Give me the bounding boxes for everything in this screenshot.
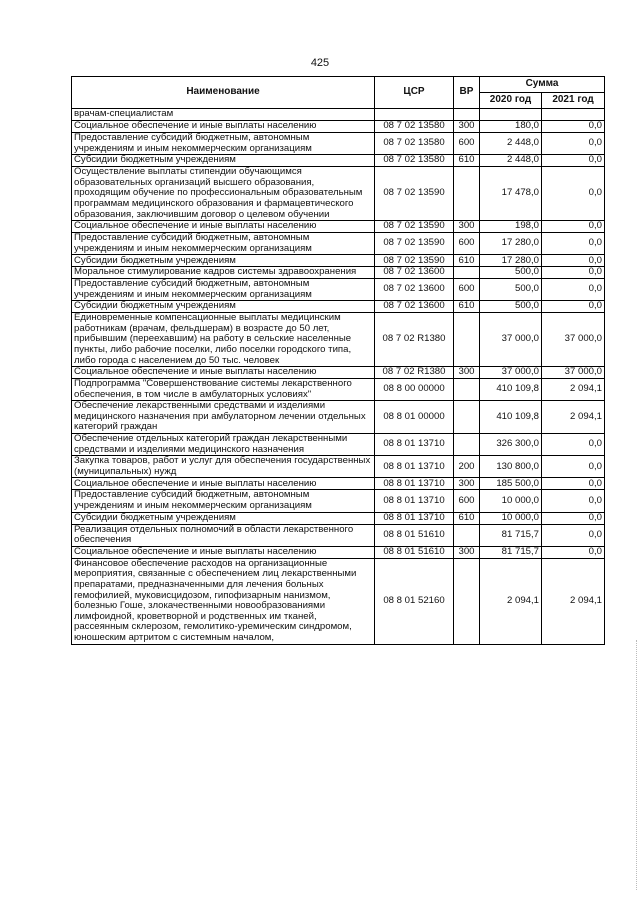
table-row: [72, 379, 605, 401]
row-csr: 08 7 02 13590: [375, 255, 454, 267]
row-amount-2020: [480, 109, 542, 121]
table-header: [72, 77, 605, 109]
row-vr: 600: [454, 278, 480, 300]
row-csr: 08 8 01 52160: [375, 558, 454, 644]
row-name: Финансовое обеспечение расходов на организационные мероприятия, связанные с обеспечением лиц лекарственными препаратами, предназначенными для лечения больных гемофилией, муковисцидозом, гипофизарным нанизмом, болезнью Гоше, злокачественными новообразованиями лимфоидной, кроветворной и родственных им тканей, рассеянным склерозом, гемолитико-уремическим синдромом, юношеским артритом с системным началом,: [72, 558, 375, 644]
row-amount-2020: 500,0: [480, 301, 542, 313]
row-amount-2021: [542, 109, 605, 121]
table-row: [72, 490, 605, 512]
row-csr: 08 8 01 13710: [375, 456, 454, 478]
row-amount-2021: 0,0: [542, 512, 605, 524]
row-csr: 08 7 02 13600: [375, 267, 454, 279]
row-vr: [454, 434, 480, 456]
row-csr: 08 7 02 13590: [375, 233, 454, 255]
row-amount-2020: 180,0: [480, 121, 542, 133]
row-csr: [375, 109, 454, 121]
row-csr: 08 7 02 13600: [375, 278, 454, 300]
row-csr: 08 8 01 51610: [375, 524, 454, 546]
row-name: Субсидии бюджетным учреждениям: [72, 512, 375, 524]
row-name: Подпрограмма "Совершенствование системы лекарственного обеспечения, в том числе в амбулаторных условиях": [72, 379, 375, 401]
row-amount-2020: 130 800,0: [480, 456, 542, 478]
header-sum: Сумма: [480, 77, 605, 93]
row-name: Предоставление субсидий бюджетным, автономным учреждениям и иным некоммерческим организациям: [72, 490, 375, 512]
row-amount-2020: 410 109,8: [480, 401, 542, 434]
row-vr: [454, 524, 480, 546]
row-name: Предоставление субсидий бюджетным, автономным учреждениям и иным некоммерческим организациям: [72, 133, 375, 155]
row-vr: 200: [454, 456, 480, 478]
row-amount-2020: 17 478,0: [480, 167, 542, 221]
table-row: [72, 313, 605, 367]
row-vr: 300: [454, 221, 480, 233]
table-row: [72, 434, 605, 456]
header-csr: ЦСР: [375, 77, 454, 109]
row-csr: 08 7 02 13580: [375, 121, 454, 133]
table-row: [72, 109, 605, 121]
row-amount-2020: 2 448,0: [480, 155, 542, 167]
row-csr: 08 8 00 00000: [375, 379, 454, 401]
row-name: Моральное стимулирование кадров системы здравоохранения: [72, 267, 375, 279]
row-amount-2021: 0,0: [542, 278, 605, 300]
row-csr: 08 7 02 13590: [375, 221, 454, 233]
budget-table: [71, 76, 605, 645]
table-row: [72, 558, 605, 644]
row-vr: [454, 267, 480, 279]
row-name: Закупка товаров, работ и услуг для обеспечения государственных (муниципальных) нужд: [72, 456, 375, 478]
table-row: [72, 301, 605, 313]
row-amount-2021: 37 000,0: [542, 313, 605, 367]
row-vr: 610: [454, 512, 480, 524]
row-amount-2020: 81 715,7: [480, 524, 542, 546]
row-amount-2021: 0,0: [542, 434, 605, 456]
header-name: Наименование: [72, 77, 375, 109]
row-amount-2021: 0,0: [542, 301, 605, 313]
table-row: [72, 512, 605, 524]
row-amount-2020: 17 280,0: [480, 233, 542, 255]
row-amount-2021: 2 094,1: [542, 379, 605, 401]
row-csr: 08 8 01 13710: [375, 512, 454, 524]
row-amount-2020: 81 715,7: [480, 546, 542, 558]
row-name: Предоставление субсидий бюджетным, автономным учреждениям и иным некоммерческим организациям: [72, 278, 375, 300]
row-csr: 08 8 01 00000: [375, 401, 454, 434]
row-amount-2021: 0,0: [542, 546, 605, 558]
table-row: [72, 267, 605, 279]
table-row: [72, 133, 605, 155]
row-name: Социальное обеспечение и иные выплаты населению: [72, 367, 375, 379]
row-amount-2020: 2 094,1: [480, 558, 542, 644]
row-amount-2021: 0,0: [542, 490, 605, 512]
row-vr: 610: [454, 255, 480, 267]
row-vr: 300: [454, 121, 480, 133]
row-amount-2021: 0,0: [542, 155, 605, 167]
row-vr: 300: [454, 478, 480, 490]
row-amount-2021: 0,0: [542, 233, 605, 255]
row-amount-2020: 10 000,0: [480, 512, 542, 524]
row-vr: 600: [454, 133, 480, 155]
row-amount-2021: 0,0: [542, 478, 605, 490]
row-amount-2020: 500,0: [480, 278, 542, 300]
table-row: [72, 167, 605, 221]
row-name: Обеспечение лекарственными средствами и изделиями медицинского назначения при амбулаторном лечении отдельных категорий граждан: [72, 401, 375, 434]
table-row: [72, 456, 605, 478]
row-name: Единовременные компенсационные выплаты медицинским работникам (врачам, фельдшерам) в возрасте до 50 лет, прибывшим (переехавшим) на работу в сельские населенные пункты, либо рабочие поселки, либо поселки городского типа, либо города с населением до 50 тыс. человек: [72, 313, 375, 367]
row-amount-2020: 185 500,0: [480, 478, 542, 490]
scan-edge-marks: [635, 640, 637, 890]
row-vr: [454, 401, 480, 434]
row-name: Социальное обеспечение и иные выплаты населению: [72, 221, 375, 233]
row-vr: 300: [454, 367, 480, 379]
row-csr: 08 7 02 13580: [375, 155, 454, 167]
table-row: [72, 401, 605, 434]
table-row: [72, 546, 605, 558]
row-csr: 08 8 01 51610: [375, 546, 454, 558]
row-vr: [454, 379, 480, 401]
row-amount-2020: 326 300,0: [480, 434, 542, 456]
table-row: [72, 478, 605, 490]
header-year-2021: 2021 год: [542, 93, 605, 109]
table-row: [72, 367, 605, 379]
row-name: Субсидии бюджетным учреждениям: [72, 255, 375, 267]
row-amount-2020: 2 448,0: [480, 133, 542, 155]
page-number: 425: [310, 57, 330, 69]
row-name: Социальное обеспечение и иные выплаты населению: [72, 478, 375, 490]
row-name: Социальное обеспечение и иные выплаты населению: [72, 546, 375, 558]
row-csr: 08 7 02 13600: [375, 301, 454, 313]
row-csr: 08 7 02 13580: [375, 133, 454, 155]
row-vr: [454, 558, 480, 644]
row-vr: 610: [454, 301, 480, 313]
row-amount-2020: 37 000,0: [480, 313, 542, 367]
row-name: Субсидии бюджетным учреждениям: [72, 155, 375, 167]
row-name: Предоставление субсидий бюджетным, автономным учреждениям и иным некоммерческим организациям: [72, 233, 375, 255]
row-amount-2020: 17 280,0: [480, 255, 542, 267]
row-name: Осуществление выплаты стипендии обучающимся образовательных организаций высшего образования, проходящим обучение по профессиональным образовательным программам медицинского образования и фармацевтического образования, заключившим договор о целевом обучении: [72, 167, 375, 221]
row-amount-2020: 500,0: [480, 267, 542, 279]
row-csr: 08 8 01 13710: [375, 478, 454, 490]
row-amount-2021: 0,0: [542, 267, 605, 279]
row-amount-2020: 198,0: [480, 221, 542, 233]
table-row: [72, 155, 605, 167]
row-amount-2021: 0,0: [542, 524, 605, 546]
row-name: врачам-специалистам: [72, 109, 375, 121]
row-name: Субсидии бюджетным учреждениям: [72, 301, 375, 313]
row-name: Социальное обеспечение и иные выплаты населению: [72, 121, 375, 133]
row-amount-2021: 0,0: [542, 133, 605, 155]
row-amount-2021: 0,0: [542, 255, 605, 267]
row-name: Реализация отдельных полномочий в области лекарственного обеспечения: [72, 524, 375, 546]
row-vr: 600: [454, 233, 480, 255]
row-amount-2020: 10 000,0: [480, 490, 542, 512]
row-amount-2021: 0,0: [542, 221, 605, 233]
header-year-2020: 2020 год: [480, 93, 542, 109]
row-vr: [454, 313, 480, 367]
row-amount-2020: 37 000,0: [480, 367, 542, 379]
row-name: Обеспечение отдельных категорий граждан лекарственными средствами и изделиями медицинского назначения: [72, 434, 375, 456]
row-amount-2021: 0,0: [542, 121, 605, 133]
row-vr: [454, 109, 480, 121]
row-vr: 600: [454, 490, 480, 512]
row-csr: 08 8 01 13710: [375, 490, 454, 512]
table-body: [72, 109, 605, 645]
row-amount-2020: 410 109,8: [480, 379, 542, 401]
table-row: [72, 255, 605, 267]
row-vr: 300: [454, 546, 480, 558]
table-row: [72, 221, 605, 233]
table-row: [72, 524, 605, 546]
row-csr: 08 8 01 13710: [375, 434, 454, 456]
header-vr: ВР: [454, 77, 480, 109]
table-row: [72, 121, 605, 133]
row-amount-2021: 2 094,1: [542, 558, 605, 644]
row-amount-2021: 0,0: [542, 456, 605, 478]
row-amount-2021: 37 000,0: [542, 367, 605, 379]
row-csr: 08 7 02 R1380: [375, 367, 454, 379]
row-vr: 610: [454, 155, 480, 167]
row-vr: [454, 167, 480, 221]
table-row: [72, 278, 605, 300]
row-csr: 08 7 02 13590: [375, 167, 454, 221]
row-amount-2021: 2 094,1: [542, 401, 605, 434]
row-csr: 08 7 02 R1380: [375, 313, 454, 367]
table-row: [72, 233, 605, 255]
row-amount-2021: 0,0: [542, 167, 605, 221]
